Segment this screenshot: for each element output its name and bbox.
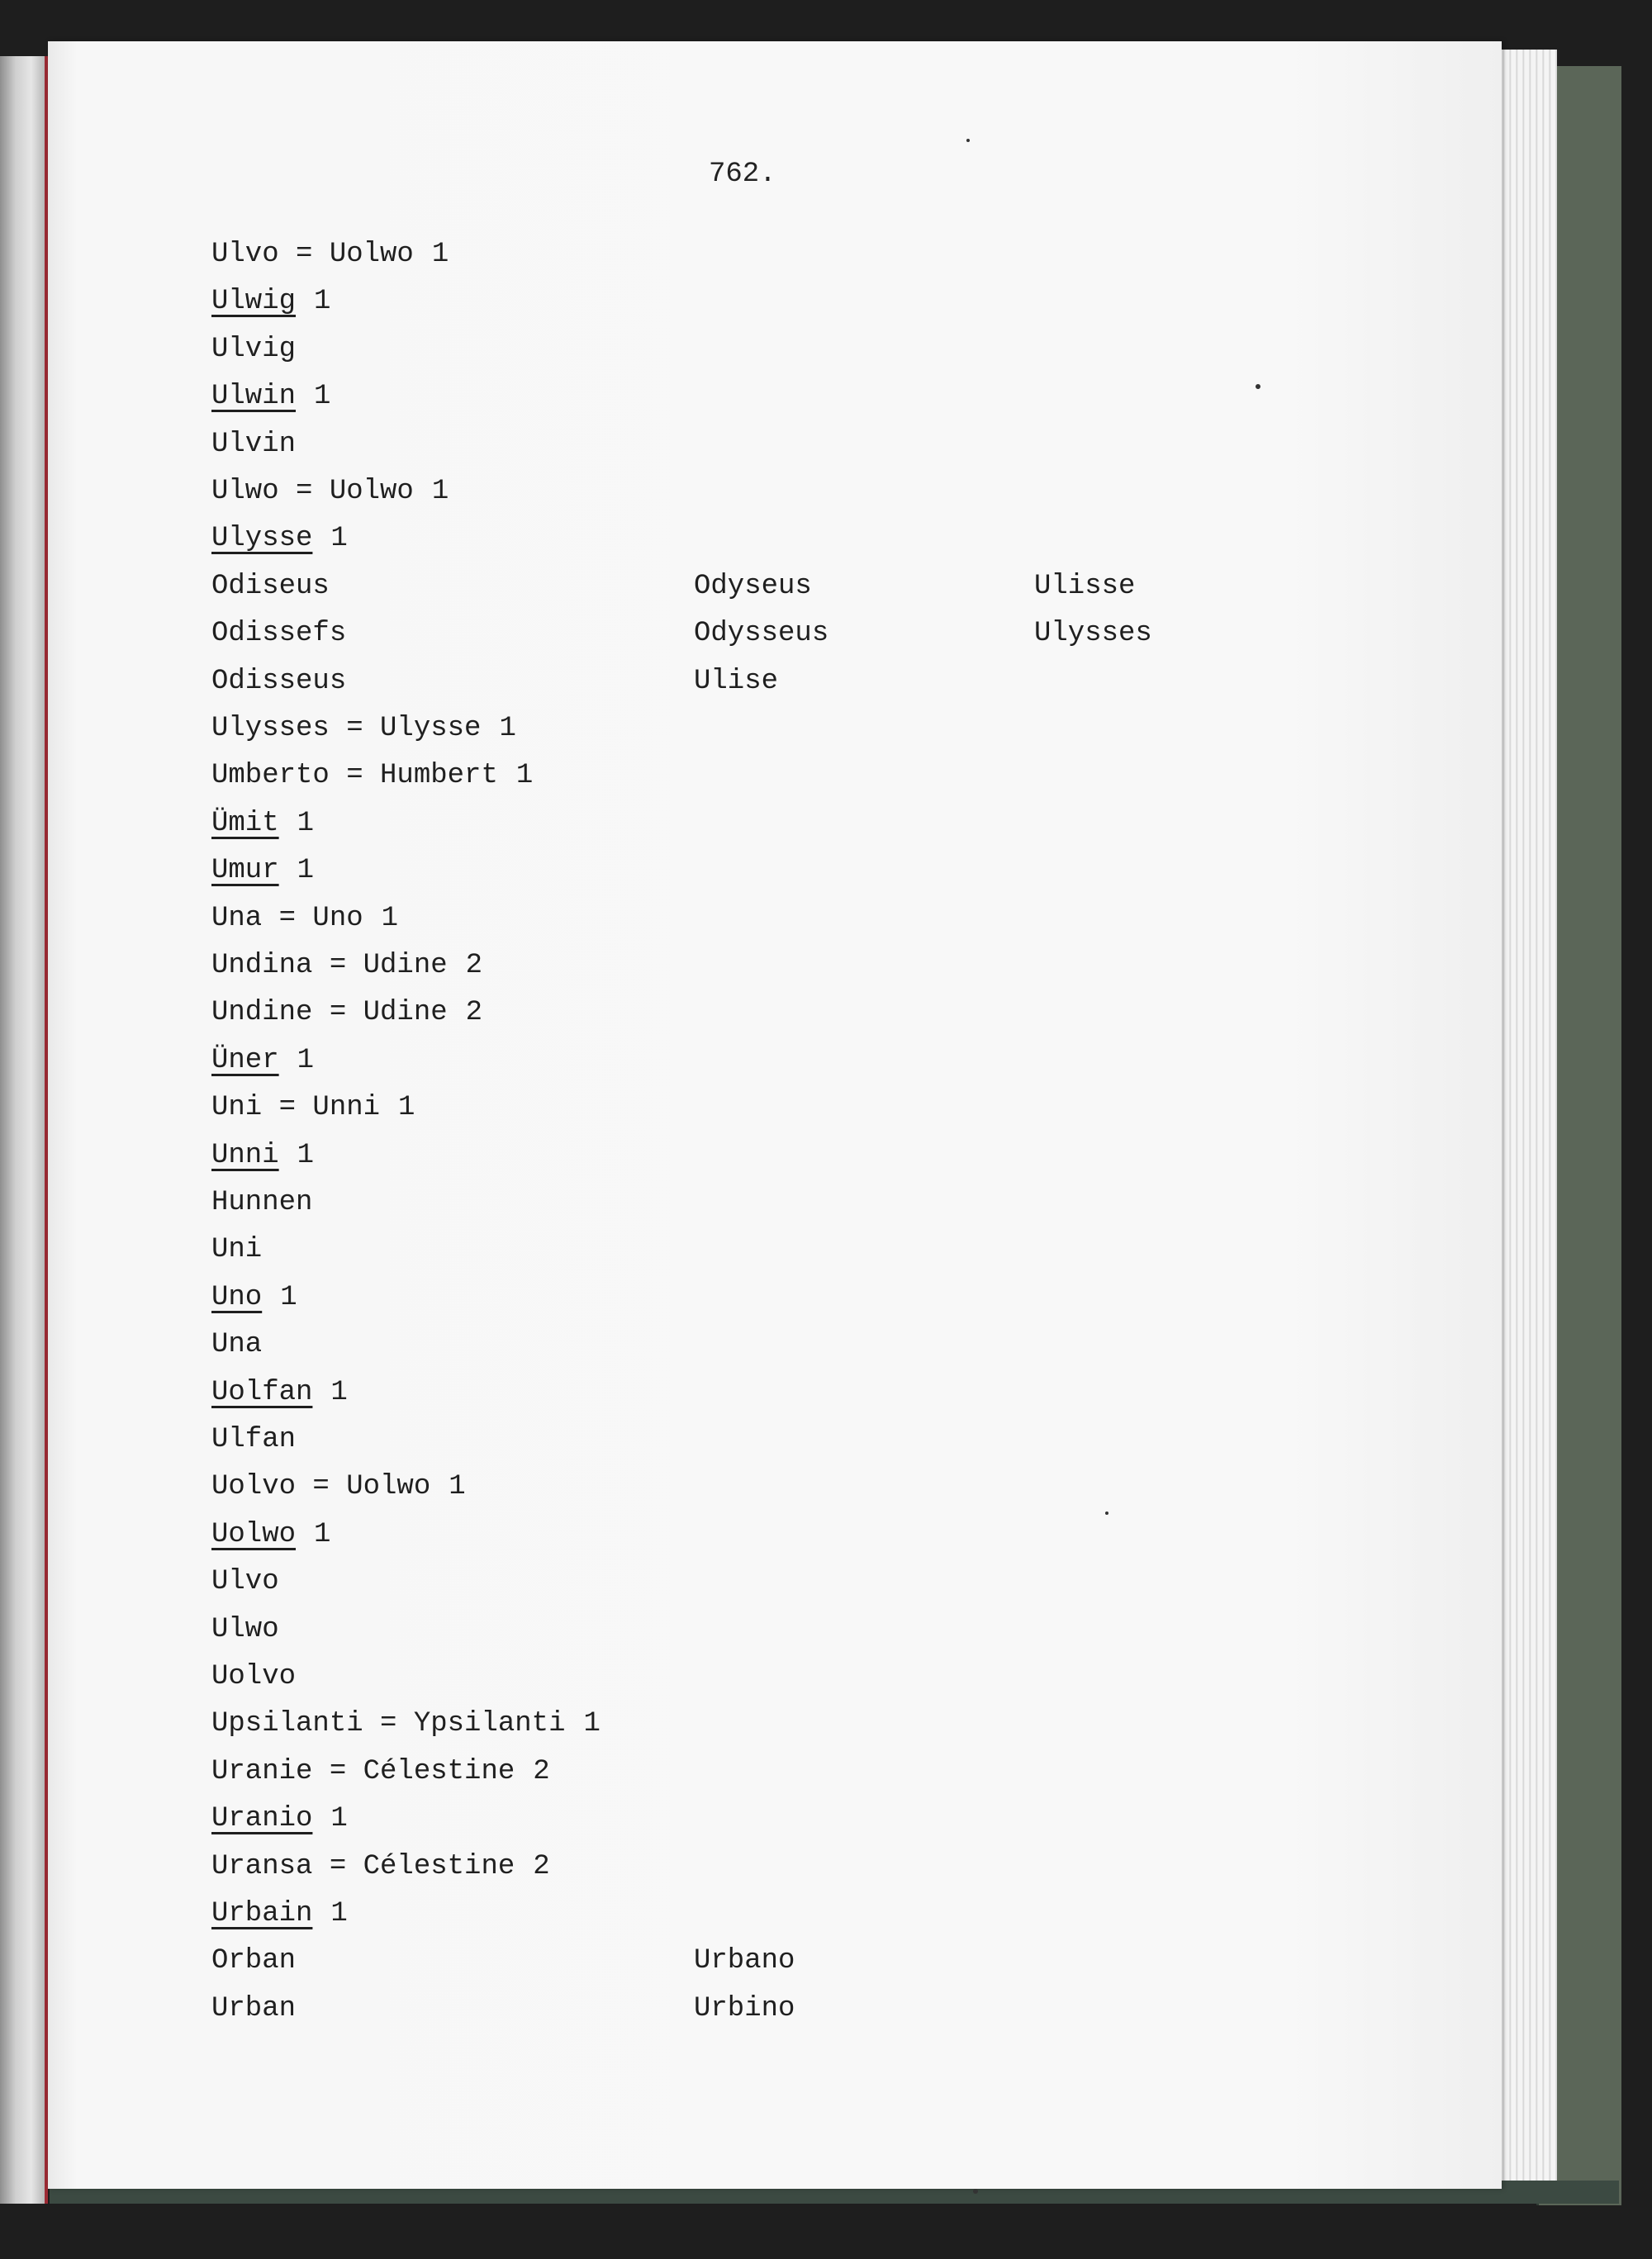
variant-entry: Ulisse [1034,570,1136,602]
entry-count: 1 [381,902,399,934]
variant-entry: Urbino [694,1992,795,2024]
entry-text: Hunnen [211,1187,313,1218]
headword: Ulwig [211,286,297,318]
entry-count: 1 [330,523,348,555]
entry-text: Ulysses = Ulysse [211,713,482,744]
entry-text: Una = Uno [211,902,363,934]
entry-count: 1 [449,1471,466,1503]
variant-entry: Ulise [694,665,779,697]
index-entry [211,807,314,840]
entry-text: Ulvig [211,333,297,365]
entry-count: 2 [465,950,483,981]
entry-count: 1 [297,1044,315,1076]
index-entry [211,1281,297,1314]
entry-text: Ulwo [211,1613,279,1645]
index-entry [211,996,482,1029]
index-entry [211,1233,262,1266]
index-entry [211,1139,314,1172]
headword: Ulysse [211,523,313,555]
entry-text: Uni = Unni [211,1092,381,1124]
entry-count: 1 [431,476,449,507]
entry-text: Uolvo = Uolwo [211,1471,431,1503]
index-entry [211,1328,262,1361]
entry-count: 1 [280,1281,297,1313]
index-entry [211,1850,550,1883]
headword: Urbain [211,1898,313,1929]
index-entry [211,1518,330,1551]
index-entry [211,617,346,650]
entry-count: 1 [297,1139,315,1171]
index-entry [211,1992,296,2025]
index-entry [211,759,533,792]
index-entry [211,1565,279,1598]
entry-count: 1 [330,1803,348,1835]
headword: Umur [211,855,279,887]
headword: Uno [211,1281,263,1313]
entry-text: Uranie = Célestine [211,1755,515,1787]
entry-text: Upsilanti = Ypsilanti [211,1708,566,1740]
entry-count: 1 [314,1518,331,1550]
index-entry [211,1470,466,1503]
headword: Ulwin [211,381,297,413]
previous-page-edge [0,56,48,2204]
index-entry [211,1755,550,1788]
page-number: 762. [709,159,776,190]
headword: Ümit [211,807,279,839]
index-entry [211,285,330,318]
variant-entry: Odysseus [694,618,829,650]
entry-text: Ulvin [211,428,297,460]
entry-text: Ulfan [211,1424,297,1455]
index-entry [211,1423,296,1456]
index-entry [211,1660,296,1693]
index-entry [211,570,330,603]
entry-count: 1 [499,713,516,744]
entry-count: 1 [583,1708,601,1740]
headword: Uranio [211,1803,313,1835]
index-entry [211,1613,279,1646]
index-entry [211,854,314,887]
entry-text: Ulvo [211,1566,279,1598]
headword: Uolwo [211,1518,297,1550]
entry-count: 1 [515,760,534,792]
index-entry [211,1044,314,1077]
dust-speck [966,139,970,142]
dust-speck [973,2189,978,2194]
entry-count: 1 [314,286,331,318]
index-entry [211,522,348,555]
entry-count: 1 [431,239,449,270]
entry-count: 2 [465,997,483,1029]
index-entry [211,238,449,271]
index-entry [211,949,482,982]
index-entry [211,1376,348,1409]
entry-count: 1 [330,1898,348,1929]
variant-entry: Odyseus [694,570,812,602]
entry-text: Odiseus [211,570,330,602]
index-entry [211,1944,296,1977]
entry-count: 1 [330,1376,348,1408]
index-entry [211,1091,415,1124]
entry-text: Ulvo = Uolwo [211,239,414,270]
index-entry [211,902,398,935]
dust-speck [1105,1512,1108,1515]
index-entry [211,428,296,461]
headword: Unni [211,1139,279,1171]
entry-text: Uransa = Célestine [211,1850,515,1882]
entry-text: Una [211,1329,263,1361]
entry-text: Ulwo = Uolwo [211,476,414,507]
entry-text: Urban [211,1992,297,2024]
entry-text: Undine = Udine [211,997,448,1029]
index-entry [211,712,516,745]
headword: Uolfan [211,1376,313,1408]
entry-text: Umberto = Humbert [211,760,498,792]
index-entry [211,475,449,508]
entry-text: Odisseus [211,665,347,697]
variant-entry: Ulysses [1034,618,1152,650]
entry-text: Uolvo [211,1661,297,1692]
index-entry [211,333,296,366]
entry-count: 2 [533,1755,550,1787]
index-entry [211,1897,348,1930]
headword: Üner [211,1044,279,1076]
entry-count: 2 [533,1850,550,1882]
entry-count: 1 [297,807,315,839]
entry-text: Orban [211,1945,297,1977]
entry-text: Odissefs [211,618,347,650]
entry-count: 1 [314,381,331,413]
index-entry [211,380,330,413]
index-entry [211,1186,312,1219]
index-entry [211,1707,601,1740]
entry-text: Undina = Udine [211,950,448,981]
entry-count: 1 [297,855,315,887]
dust-speck [1256,384,1260,389]
variant-entry: Urbano [694,1945,795,1977]
index-entry [211,1802,348,1835]
index-entry [211,665,346,698]
entry-text: Uni [211,1234,263,1266]
entry-count: 1 [398,1092,415,1124]
